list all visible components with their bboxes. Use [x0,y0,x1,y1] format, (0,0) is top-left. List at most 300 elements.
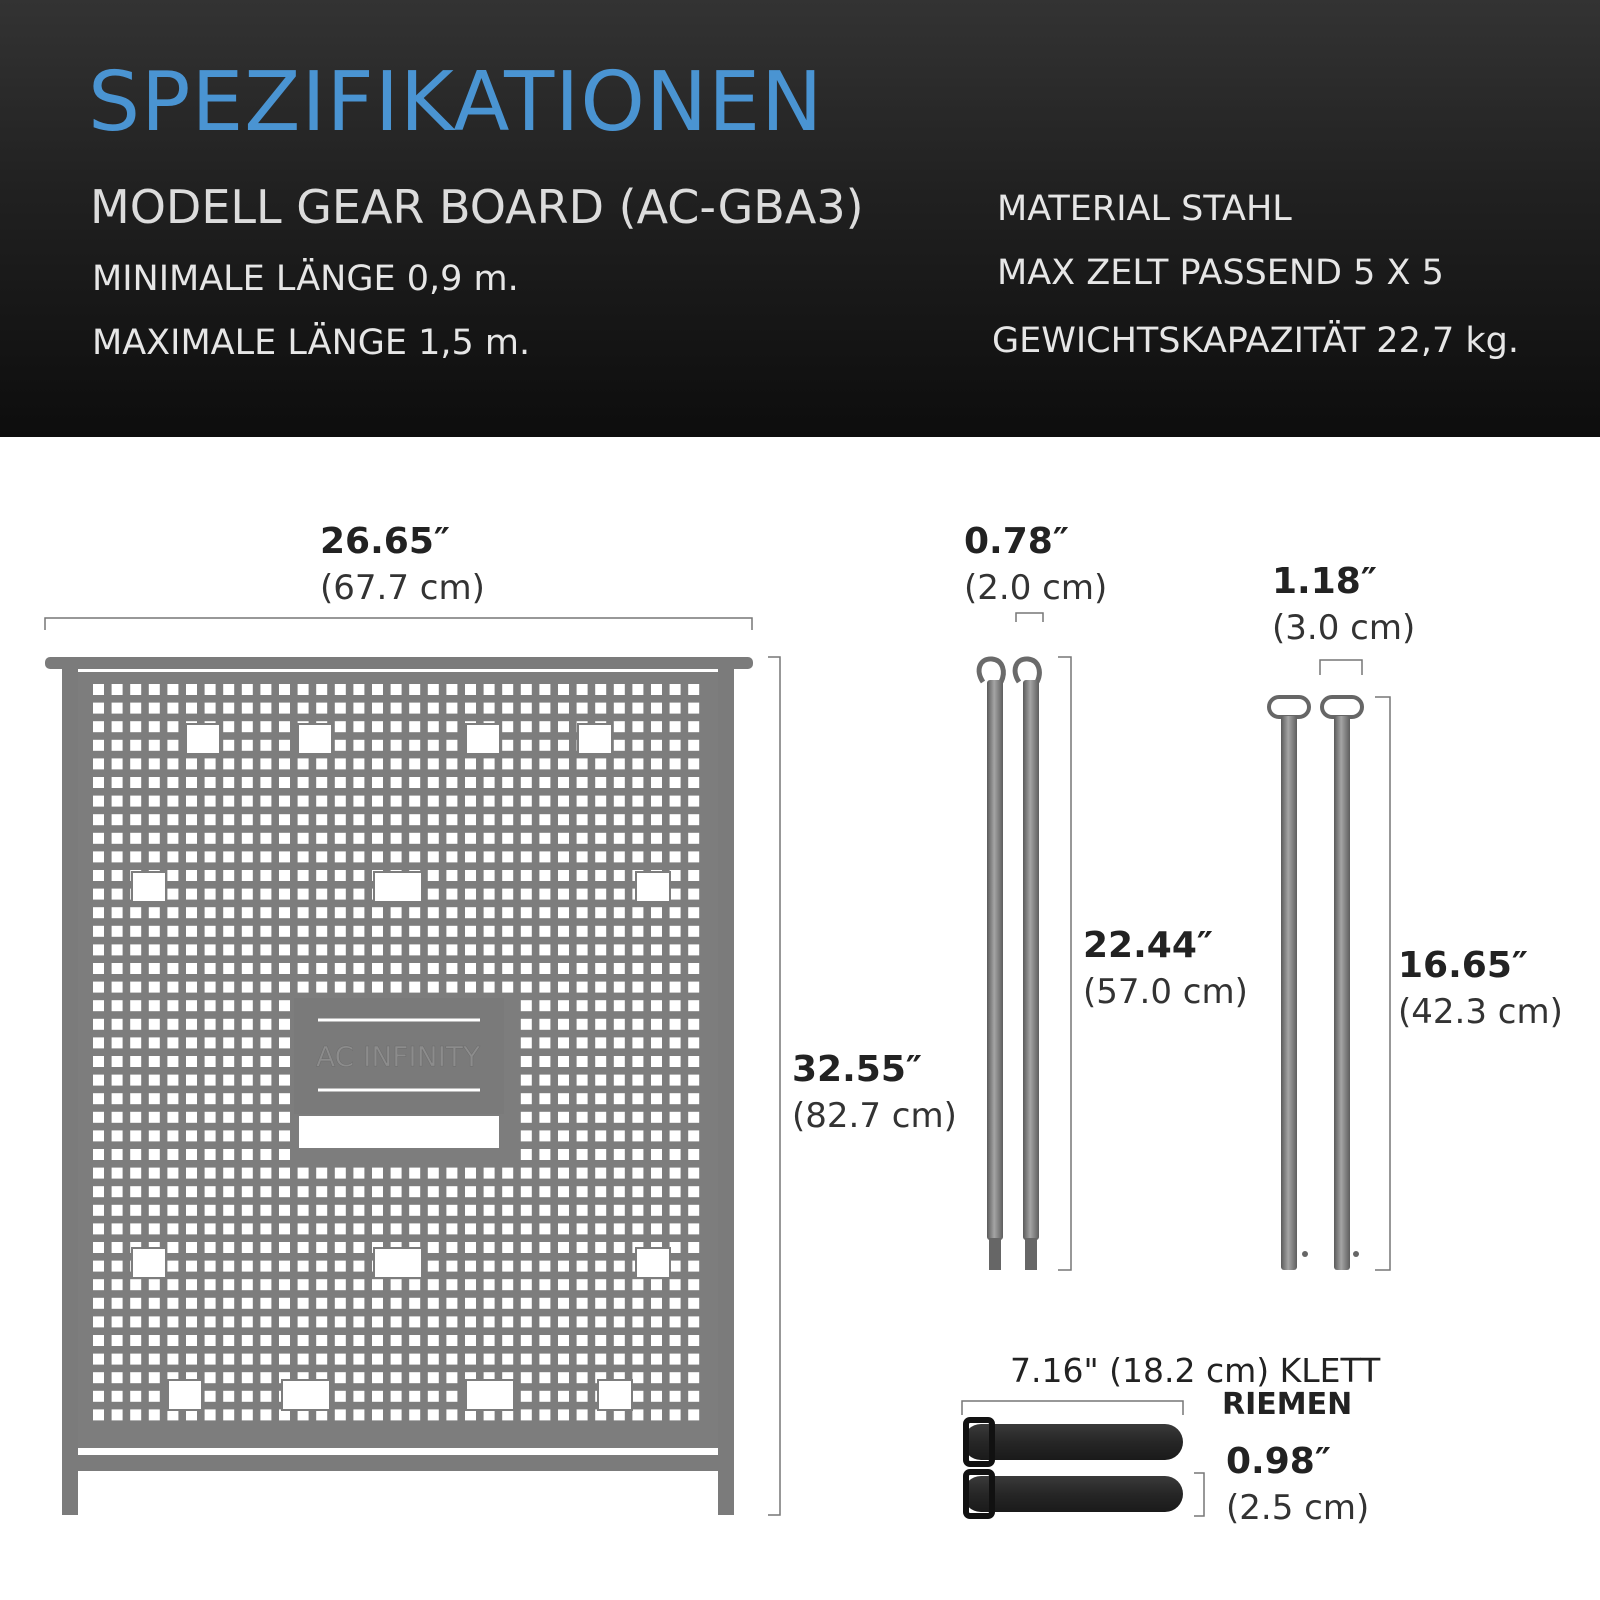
board-hole [130,740,141,751]
board-hole [595,703,606,714]
board-large-hole [466,724,500,754]
board-hole [688,1149,699,1160]
board-hole [93,1409,104,1420]
board-hole [558,1391,569,1402]
board-hole [446,907,457,918]
board-hole [670,703,681,714]
board-hole [521,777,532,788]
board-hole [446,1261,457,1272]
board-hole [130,758,141,769]
board-hole [353,1242,364,1253]
board-hole [186,1037,197,1048]
board-hole [595,1298,606,1309]
board-hole [93,1298,104,1309]
board-hole [205,1000,216,1011]
board-hole [223,740,234,751]
board-hole [391,1372,402,1383]
board-hole [651,740,662,751]
board-hole [391,1391,402,1402]
board-hole [260,1130,271,1141]
board-hole [372,1186,383,1197]
board-hole [428,1242,439,1253]
board-hole [539,907,550,918]
board-hole [353,851,364,862]
board-hole [149,1130,160,1141]
board-hole [242,1093,253,1104]
board-hole [595,1149,606,1160]
board-hole [93,1093,104,1104]
board-hole [223,796,234,807]
board-hole [465,1409,476,1420]
board-hole [670,1223,681,1234]
board-hole [502,796,513,807]
board-hole [614,758,625,769]
board-hole [167,758,178,769]
board-hole [670,1019,681,1030]
board-hole [409,1223,420,1234]
board-hole [502,740,513,751]
board-logo-text: AC INFINITY [315,1040,481,1073]
board-hole [446,1372,457,1383]
board-hole [130,982,141,993]
board-hole [577,926,588,937]
board-hole [372,907,383,918]
board-hole [130,1335,141,1346]
board-hole [484,1316,495,1327]
board-hole [539,1409,550,1420]
board-hole [260,1372,271,1383]
board-hole [409,721,420,732]
board-hole [167,1316,178,1327]
board-hole [316,1354,327,1365]
board-hole [298,1261,309,1272]
board-hole [167,1298,178,1309]
board-hole [577,1372,588,1383]
board-hole [632,777,643,788]
board-hole [298,1316,309,1327]
board-hole [242,1112,253,1123]
board-hole [558,889,569,900]
board-hole [242,1316,253,1327]
board-hole [260,1242,271,1253]
board-hole [167,1130,178,1141]
board-hole [353,1354,364,1365]
board-hole [539,851,550,862]
board-hole [260,870,271,881]
board-hole [391,796,402,807]
board-hole [595,889,606,900]
board-hole [223,1409,234,1420]
board-hole [428,851,439,862]
board-hole [205,1335,216,1346]
board-hole [335,926,346,937]
board-hole [595,1261,606,1272]
board-hole [409,851,420,862]
board-hole [130,963,141,974]
board-hole [614,851,625,862]
board-hole [335,963,346,974]
board-hole [205,684,216,695]
board-hole [353,1372,364,1383]
board-hole [242,1168,253,1179]
board-hole [670,777,681,788]
board-hole [279,963,290,974]
board-hole [670,1168,681,1179]
board-hole [279,1130,290,1141]
board-hole [167,1056,178,1067]
board-hole [186,870,197,881]
board-hole [391,703,402,714]
board-hole [595,1075,606,1086]
board-hole [595,1279,606,1290]
loop-rods [1269,660,1390,1270]
board-hole [521,721,532,732]
board-hole [298,684,309,695]
board-hole [316,1205,327,1216]
board-hole [279,1019,290,1030]
board-hole [353,1261,364,1272]
board-hole [688,944,699,955]
board-hole [465,777,476,788]
board-hole [539,1242,550,1253]
board-hole [149,684,160,695]
board-hole [130,1372,141,1383]
board-hole [149,1112,160,1123]
board-hole [93,907,104,918]
board-hole [372,944,383,955]
board-hole [223,1298,234,1309]
board-hole [465,1261,476,1272]
hook-rod-diameter-inches: 0.78″ [964,521,1069,562]
board-hole [484,963,495,974]
board-hole [632,1186,643,1197]
board-hole [577,684,588,695]
board-hole [260,1316,271,1327]
board-hole [632,1298,643,1309]
board-hole [335,1335,346,1346]
board-hole [130,1037,141,1048]
board-hole [558,1354,569,1365]
board-hole [353,1205,364,1216]
board-hole [651,1409,662,1420]
board-hole [205,1037,216,1048]
board-hole [688,1391,699,1402]
board-hole [558,1075,569,1086]
board-hole [205,703,216,714]
board-hole [558,833,569,844]
board-hole [186,1298,197,1309]
board-hole [521,1037,532,1048]
board-hole [260,1168,271,1179]
board-hole [391,684,402,695]
board-hole [577,1279,588,1290]
board-hole [93,944,104,955]
board-hole [353,870,364,881]
board-hole [93,1186,104,1197]
board-hole [316,1223,327,1234]
board-hole [670,1354,681,1365]
board-hole [558,1168,569,1179]
board-hole [260,1093,271,1104]
board-hole [298,1242,309,1253]
board-hole [446,889,457,900]
board-hole [409,1298,420,1309]
board-hole [372,1168,383,1179]
board-hole [242,1409,253,1420]
board-hole [316,1316,327,1327]
board-hole [484,1223,495,1234]
board-hole [242,1223,253,1234]
board-hole [539,1112,550,1123]
board-hole [688,1242,699,1253]
board-hole [670,1409,681,1420]
board-hole [632,1019,643,1030]
board-hole [260,1354,271,1365]
board-hole [502,870,513,881]
board-hole [353,889,364,900]
board-hole [484,1335,495,1346]
board-hole [112,889,123,900]
board-hole [298,703,309,714]
board-hole [316,833,327,844]
board-hole [205,1056,216,1067]
board-hole [112,1000,123,1011]
board-hole [279,721,290,732]
board-hole [521,1354,532,1365]
board-hole [632,1279,643,1290]
board-hole [391,907,402,918]
board-hole [130,1112,141,1123]
board-hole [260,1075,271,1086]
board-hole [298,1354,309,1365]
board-hole [205,982,216,993]
board-hole [521,684,532,695]
board-hole [242,1075,253,1086]
board-hole [93,758,104,769]
board-hole [223,684,234,695]
board-hole [577,1168,588,1179]
board-hole [260,926,271,937]
board-hole [93,1261,104,1272]
board-hole [205,963,216,974]
spec-material: MATERIAL STAHL [997,189,1292,229]
board-hole [539,1130,550,1141]
board-hole [558,1000,569,1011]
board-hole [112,1372,123,1383]
board-hole [465,758,476,769]
board-hole [242,963,253,974]
board-hole [93,777,104,788]
board-hole [205,1149,216,1160]
board-hole [279,684,290,695]
board-hole [539,1372,550,1383]
hook-rod-length-cm: (57.0 cm) [1083,971,1248,1012]
board-hole [112,1093,123,1104]
board-hole [242,1019,253,1030]
board-hole [149,833,160,844]
board-hole [112,907,123,918]
board-hole [428,740,439,751]
board-hole [670,1149,681,1160]
board-hole [502,963,513,974]
board-hole [521,703,532,714]
board-hole [595,1205,606,1216]
board-hole [167,814,178,825]
board-hole [539,926,550,937]
board-hole [428,703,439,714]
board-hole [428,1298,439,1309]
board-hole [651,1037,662,1048]
board-hole [632,1000,643,1011]
board-hole [223,889,234,900]
board-hole [577,1223,588,1234]
board-hole [577,963,588,974]
board-hole [539,703,550,714]
board-hole [670,1037,681,1048]
board-hole [484,1298,495,1309]
board-hole [93,1075,104,1086]
board-hole [335,796,346,807]
board-hole [335,833,346,844]
board-hole [428,982,439,993]
board-hole [484,1409,495,1420]
board-hole [205,1075,216,1086]
board-hole [409,1205,420,1216]
board-hole [502,1205,513,1216]
board-hole [279,1000,290,1011]
board-hole [149,1000,160,1011]
board-large-hole [636,1248,670,1278]
board-hole [298,1205,309,1216]
board-hole [167,1409,178,1420]
board-hole [112,1112,123,1123]
board-hole [521,870,532,881]
board-hole [205,889,216,900]
board-hole [186,1112,197,1123]
board-hole [298,982,309,993]
board-hole [93,1372,104,1383]
board-hole [298,1168,309,1179]
board-hole [632,833,643,844]
hook-rod-diameter-label [964,518,1107,610]
board-hole [632,684,643,695]
board-hole [558,814,569,825]
board-hole [539,814,550,825]
board-hole [428,1186,439,1197]
board-hole [186,926,197,937]
board-hole [428,1168,439,1179]
board-hole [223,982,234,993]
board-hole [279,1223,290,1234]
board-hole [409,1316,420,1327]
board-hole [149,1149,160,1160]
board-hole [93,721,104,732]
board-hole [316,926,327,937]
board-height-dimension-line [768,657,780,1515]
board-hole [223,870,234,881]
board-height-inches: 32.55″ [792,1049,922,1090]
board-hole [260,851,271,862]
board-hole [521,1298,532,1309]
board-hole [577,1242,588,1253]
board-hole [688,1261,699,1272]
board-hole [316,870,327,881]
board-hole [670,814,681,825]
board-hole [279,1186,290,1197]
board-hole [539,1205,550,1216]
board-hole [558,1093,569,1104]
board-hole [484,944,495,955]
board-hole [223,963,234,974]
board-hole [167,1335,178,1346]
board-hole [298,758,309,769]
board-hole [651,963,662,974]
board-hole [93,1019,104,1030]
board-hole [651,944,662,955]
board-hole [688,1186,699,1197]
board-hole [186,1019,197,1030]
board-hole [242,1056,253,1067]
board-hole [409,1372,420,1383]
board-hole [446,1354,457,1365]
board-hole [521,1242,532,1253]
board-hole [186,851,197,862]
board-hole [112,1186,123,1197]
board-hole [651,1223,662,1234]
board-hole [428,833,439,844]
board-hole [577,1335,588,1346]
board-hole [558,1037,569,1048]
board-hole [521,1261,532,1272]
board-hole [186,1279,197,1290]
board-hole [446,870,457,881]
board-hole [93,1056,104,1067]
board-hole [614,907,625,918]
board-hole [391,1279,402,1290]
board-hole [279,1335,290,1346]
board-hole [651,1149,662,1160]
board-hole [632,703,643,714]
board-hole [149,1372,160,1383]
board-hole [521,1223,532,1234]
board-hole [149,851,160,862]
board-hole [149,1335,160,1346]
board-hole [577,1130,588,1141]
board-hole [502,1261,513,1272]
board-hole [670,1056,681,1067]
loop-rod-left [1269,697,1309,1270]
board-hole [409,926,420,937]
board-hole [112,963,123,974]
board-hole [167,944,178,955]
board-hole [521,1075,532,1086]
board-hole [335,982,346,993]
board-hole [521,1316,532,1327]
board-hole [465,889,476,900]
board-hole [167,796,178,807]
board-hole [614,833,625,844]
board-hole [465,1242,476,1253]
board-hole [205,1372,216,1383]
board-hole [316,982,327,993]
board-hole [484,833,495,844]
board-hole [428,684,439,695]
board-hole [298,833,309,844]
board-hole [614,1279,625,1290]
board-hole [539,777,550,788]
board-hole [502,982,513,993]
board-hole [298,777,309,788]
